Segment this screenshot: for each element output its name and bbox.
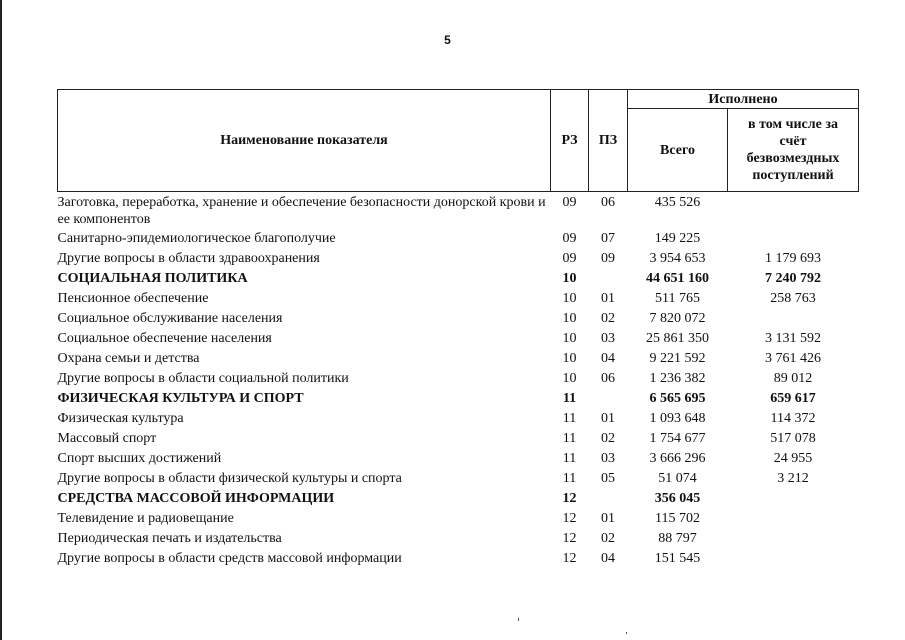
row-total: 88 797 [658,531,697,546]
row-pz: 02 [601,311,615,326]
row-total: 1 093 648 [649,411,706,426]
row-rz: 10 [562,351,577,366]
row-pz: 01 [601,511,615,526]
row-rz: 09 [562,231,577,246]
row-grants [728,528,859,548]
table-row [58,548,859,568]
row-name: Санитарно-эпидемиологическое благополучие [57,231,336,246]
row-rz: 12 [562,491,577,506]
row-pz: 02 [601,431,615,446]
row-grants: 3 761 426 [765,351,821,366]
row-pz: 01 [601,291,615,306]
row-name: Спорт высших достижений [57,451,222,466]
table-row [58,528,859,548]
table-row [58,368,859,388]
scan-speck [626,632,627,634]
row-pz: 09 [601,251,615,266]
row-rz: 11 [562,451,577,466]
row-rz: 11 [562,391,577,406]
row-rz: 12 [562,551,577,566]
row-total: 1 236 382 [649,371,706,386]
row-name: Социальное обеспечение населения [57,331,272,346]
row-pz: 02 [601,531,615,546]
row-total: 1 754 677 [649,431,706,446]
row-grants: 258 763 [770,291,816,306]
row-name: СРЕДСТВА МАССОВОЙ ИНФОРМАЦИИ [57,491,335,506]
row-total: 6 565 695 [649,391,706,406]
row-grants [728,548,859,568]
page-edge-line [0,0,2,640]
row-rz: 12 [562,531,577,546]
row-pz: 03 [601,331,615,346]
row-rz: 10 [562,371,577,386]
row-name: Физическая культура [57,411,184,426]
row-name: Пенсионное обеспечение [57,291,209,306]
header-total: Всего [628,109,728,192]
table-row [58,308,859,328]
row-total: 356 045 [654,491,701,506]
table-row [58,448,859,468]
page-number: 5 [444,33,451,47]
row-name: Другие вопросы в области социальной политики [57,371,349,386]
row-pz [589,268,628,288]
scan-speck [518,618,519,621]
row-total: 149 225 [654,231,701,246]
row-total: 44 651 160 [646,271,709,286]
row-rz: 11 [562,431,577,446]
header-name: Наименование показателя [58,90,551,192]
header-executed: Исполнено [628,90,859,109]
table-row [58,468,859,488]
row-rz: 09 [562,195,577,210]
table-row [58,508,859,528]
row-pz: 01 [601,411,615,426]
table-row [58,248,859,268]
row-name: ФИЗИЧЕСКАЯ КУЛЬТУРА И СПОРТ [57,391,304,406]
budget-table [57,89,859,568]
table-row [58,228,859,248]
row-grants: 7 240 792 [765,271,821,286]
row-rz: 11 [562,411,577,426]
row-pz: 07 [601,231,615,246]
row-total: 3 666 296 [649,451,706,466]
table-row [58,428,859,448]
table-row [58,348,859,368]
row-grants [728,508,859,528]
row-grants: 659 617 [770,391,816,406]
row-grants: 3 212 [777,471,809,486]
row-name: Другие вопросы в области физической культуры и спорта [57,471,402,486]
row-pz: 03 [601,451,615,466]
row-name: Другие вопросы в области средств массовой информации [57,551,402,566]
table-section-row [58,388,859,408]
row-total: 7 820 072 [649,311,706,326]
table-section-row [58,488,859,508]
row-grants: 114 372 [770,411,816,426]
row-total: 25 861 350 [646,331,709,346]
row-grants: 89 012 [773,371,813,386]
row-grants [728,228,859,248]
row-rz: 10 [562,311,577,326]
table-row [58,288,859,308]
table-header [58,90,859,192]
row-pz: 05 [601,471,615,486]
row-grants [728,308,859,328]
row-name: Телевидение и радиовещание [57,511,234,526]
row-grants: 517 078 [770,431,816,446]
row-total: 51 074 [658,471,697,486]
header-grants: в том числе за счёт безвозмездных поступлений [728,109,859,192]
row-total: 151 545 [654,551,701,566]
row-name: Периодическая печать и издательства [57,531,282,546]
row-rz: 12 [562,511,577,526]
row-rz: 09 [562,251,577,266]
row-name: Массовый спорт [57,431,157,446]
row-rz: 10 [562,291,577,306]
row-total: 3 954 653 [649,251,706,266]
row-rz: 10 [562,271,577,286]
row-pz: 04 [601,351,615,366]
header-pz: ПЗ [589,90,628,192]
row-name: СОЦИАЛЬНАЯ ПОЛИТИКА [57,271,248,286]
table-row [58,192,859,229]
row-grants: 3 131 592 [765,331,821,346]
row-name: Заготовка, переработка, хранение и обеспечение безопасности донорской крови и ее компонентов [57,195,546,227]
row-total: 115 702 [655,511,700,526]
row-pz: 06 [601,195,615,210]
row-grants: 24 955 [773,451,813,466]
row-total: 9 221 592 [649,351,706,366]
row-rz: 10 [562,331,577,346]
row-pz [589,388,628,408]
header-rz: РЗ [551,90,589,192]
table-row [58,328,859,348]
row-pz: 06 [601,371,615,386]
row-name: Социальное обслуживание населения [57,311,283,326]
row-pz: 04 [601,551,615,566]
row-grants [728,488,859,508]
row-rz: 11 [562,471,577,486]
row-pz [589,488,628,508]
table-section-row [58,268,859,288]
row-grants: 1 179 693 [765,251,821,266]
row-total: 511 765 [655,291,700,306]
row-name: Другие вопросы в области здравоохранения [57,251,320,266]
table-body [58,192,859,569]
row-name: Охрана семьи и детства [57,351,200,366]
row-grants [728,192,859,229]
row-total: 435 526 [654,195,701,210]
table-row [58,408,859,428]
